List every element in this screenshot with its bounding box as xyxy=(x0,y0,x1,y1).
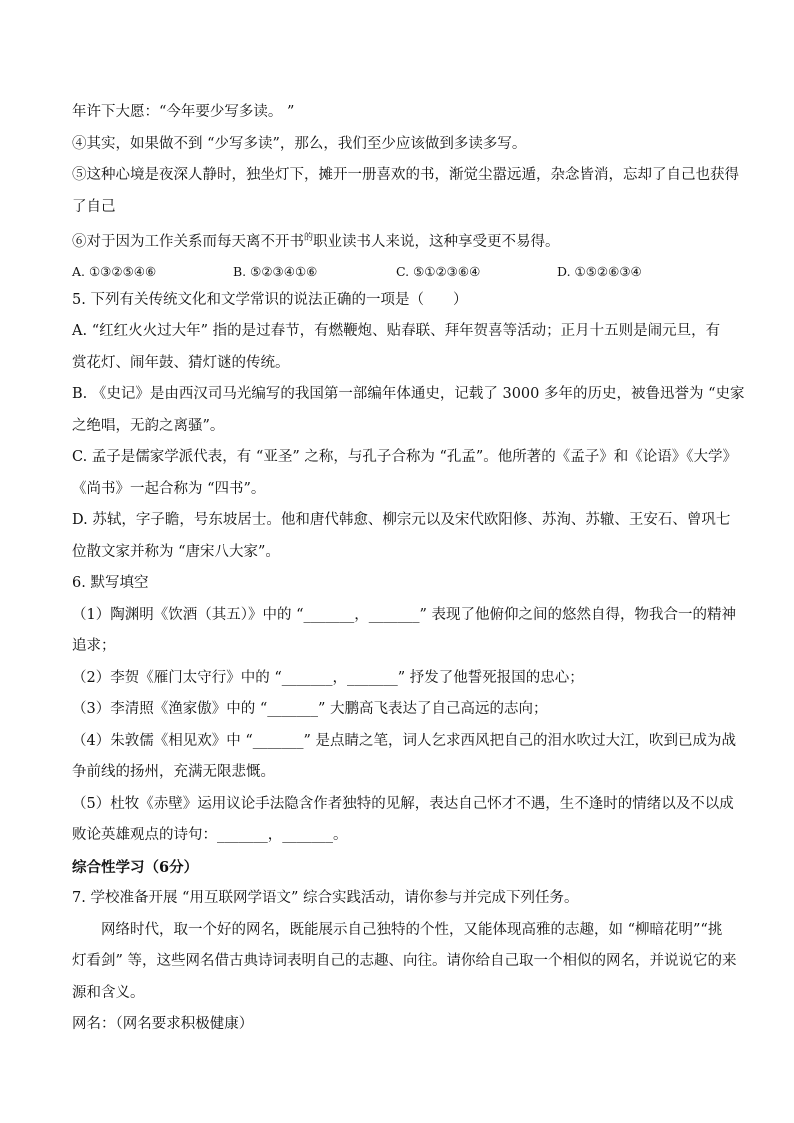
question-5-text: C. 孟子是儒家学派代表，有 “亚圣” 之称，与孔子合称为 “孔孟”。他所著的《孟子》和《论语》《大学》 xyxy=(72,449,738,465)
question-7-text: 网络时代，取一个好的网名，既能展示自己独特的个性，又能体现高雅的志趣，如 “柳暗花明”“挑 xyxy=(101,921,723,938)
text-line: 了自己 xyxy=(72,198,116,215)
question-6-text: （4）朱敦儒《相见欢》中 “_______” 是点睛之笔，词人乞求西风把自己的泪水吹过大江，吹到已成为战 xyxy=(72,732,737,749)
question-4-options xyxy=(72,259,732,285)
question-5-text: 《尚书》一起合称为 “四书”。 xyxy=(72,480,266,497)
text-line: ⑤这种心境是夜深人静时，独坐灯下，摊开一册喜欢的书，渐觉尘嚣远遁，杂念皆消，忘却了自己也获得 xyxy=(72,167,739,183)
question-6-text: 败论英雄观点的诗句：_______，_______。 xyxy=(72,827,348,843)
text-line xyxy=(72,223,732,259)
question-5-text: 赏花灯、闹年鼓、猜灯谜的传统。 xyxy=(72,354,290,371)
question-5-stem: 5. 下列有关传统文化和文学常识的说法正确的一项是（ ） xyxy=(72,291,468,308)
text-fragment: 职业读书人来说，这种享受更不易得。 xyxy=(313,234,560,250)
question-6-text: （2）李贺《雁门太守行》中的 “_______，_______” 抒发了他誓死报国的忠心； xyxy=(72,669,584,686)
option-a: A. ①③②⑤④⑥ xyxy=(72,263,157,279)
text-fragment: ⑥对于因为工作关系而每天离不开书 xyxy=(72,234,304,250)
option-b: B. ⑤②③④①⑥ xyxy=(233,263,318,279)
section-heading: 综合性学习（6分） xyxy=(72,858,199,876)
question-6-text: 争前线的扬州，充满无限悲慨。 xyxy=(72,764,275,780)
question-6-text: （5）杜牧《赤壁》运用议论手法隐含作者独特的见解，表达自己怀才不遇，生不逢时的情绪以及不以成 xyxy=(72,795,734,812)
question-6-stem: 6. 默写填空 xyxy=(72,575,149,591)
question-5-text: D. 苏轼，字子瞻，号东坡居士。他和唐代韩愈、柳宗元以及宋代欧阳修、苏洵、苏辙、王安石、曾巩七 xyxy=(72,512,731,528)
text-line: ④其实，如果做不到 “少写多读”，那么，我们至少应该做到多读多写。 xyxy=(72,135,527,152)
question-6-text: （1）陶渊明《饮酒（其五）》中的 “_______，_______” 表现了他俯仰之间的悠然自得，物我合一的精神 xyxy=(72,606,737,623)
superscript-char: 的 xyxy=(304,233,314,243)
question-5-text: 位散文家并称为 “唐宋八大家”。 xyxy=(72,543,280,560)
option-d: D. ①⑤②⑥③④ xyxy=(557,263,642,279)
question-7-stem: 7. 学校准备开展 “用互联网学语文” 综合实践活动，请你参与并完成下列任务。 xyxy=(72,890,579,906)
text-line: 年许下大愿：“今年要少写多读。 ” xyxy=(72,104,295,120)
question-5-text: 之绝唱，无韵之离骚”。 xyxy=(72,417,225,434)
question-5-text: A. “红红火火过大年” 指的是过春节，有燃鞭炮、贴春联、拜年贺喜等活动；正月十五则是闹元旦，有 xyxy=(72,323,721,339)
answer-label: 网名：（网名要求积极健康） xyxy=(72,1016,254,1032)
document-page xyxy=(72,97,745,1041)
option-c: C. ⑤①②③⑥④ xyxy=(396,263,481,279)
question-5-text: B. 《史记》是由西汉司马光编写的我国第一部编年体通史，记载了 3000 多年的历史，被鲁迅誉为 “史家 xyxy=(72,386,745,402)
question-7-text: 灯看剑” 等，这些网名借古典诗词表明自己的志趣、向往。请你给自己取一个相似的网名，并说说它的来 xyxy=(72,953,737,969)
question-6-text: （3）李清照《渔家傲》中的 “_______” 大鹏高飞表达了自己高远的志向； xyxy=(72,701,548,717)
question-6-text: 追求； xyxy=(72,638,116,654)
question-7-text: 源和含义。 xyxy=(72,984,145,1001)
